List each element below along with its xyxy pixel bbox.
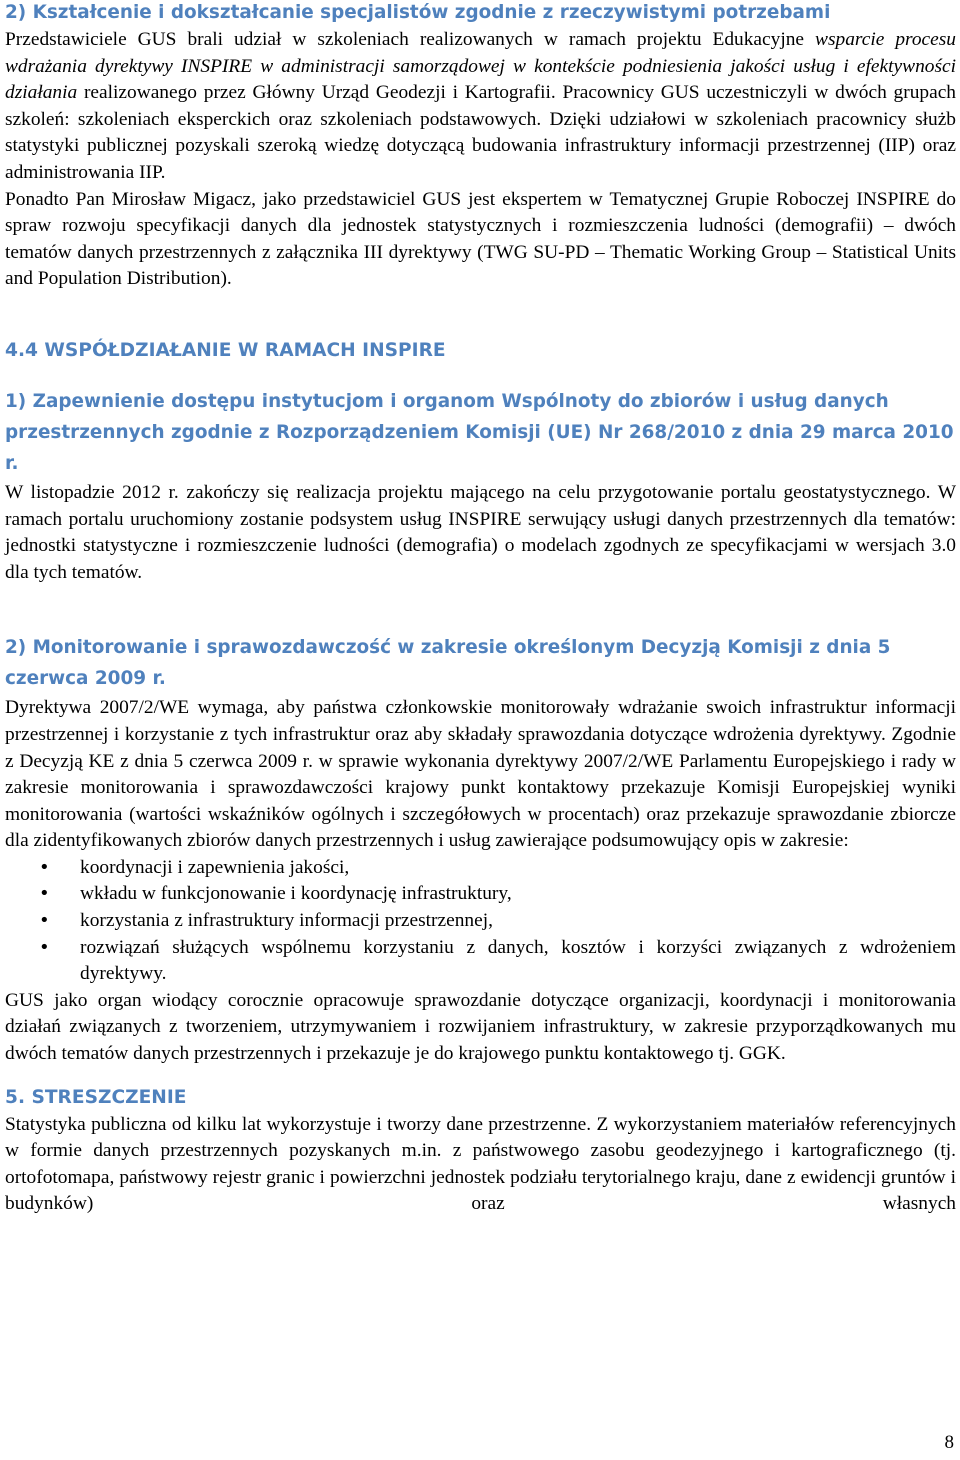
project-name-italic: wsparcie procesu wdrażania dyrektywy INSPIRE w administracji samorządowej w kontekście podniesienia jakości usług i efektywności działania [5, 29, 956, 104]
section-heading-summary: 5. STRESZCZENIE [5, 1086, 187, 1108]
subsection-heading-monitoring: 2) Monitorowanie i sprawozdawczość w zakresie określonym Decyzją Komisji z dnia 5 czerwca 2009 r. [5, 637, 891, 690]
list-item-text: • koordynacji i zapewnienia jakości, [80, 856, 350, 878]
list-item [5, 855, 956, 882]
paragraph-training-start: Przedstawiciele GUS brali udział w szkoleniach realizowanych w ramach projektu Edukacyjne [5, 29, 816, 50]
paragraph-expert: Ponadto Pan Mirosław Migacz, jako przedstawiciel GUS jest ekspertem w Tematycznej Grupie Roboczej INSPIRE do spraw rozwoju specyfikacji danych dla jednostek statystycznych i rozmieszczenia ludności (demografii) – dwóch tematów danych przestrzennych z załącznika III dyrektywy (TWG SU-PD – Thematic Working Group – Statistical Units and Population Distribution). [5, 188, 956, 290]
list-item [5, 908, 956, 935]
paragraph-summary: Statystyka publiczna od kilku lat wykorzystuje i tworzy dane przestrzenne. Z wykorzystaniem materiałów referencyjnych w formie danych przestrzennych pozyskanych m.in. z państwowego zasobu geodezyjnego i kartograficznego (tj. ortofotomapa, państwowy rejestr granic i powierzchni jednostek podziału terytorialnego kraju, dane z ewidencji gruntów i budynków) oraz własnych [5, 1113, 956, 1215]
monitoring-scope-list [5, 855, 956, 988]
paragraph-directive: Dyrektywa 2007/2/WE wymaga, aby państwa członkowskie monitorowały wdrażanie swoich infrastruktur informacji przestrzennej i korzystanie z tych infrastruktur oraz aby składały sprawozdania dotyczące wdrożenia dyrektywy. Zgodnie z Decyzją KE z dnia 5 czerwca 2009 r. w sprawie wykonania dyrektywy 2007/2/WE Parlamentu Europejskiego i rady w zakresie monitorowania i sprawozdawczości krajowy punkt kontaktowy przekazuje Komisji Europejskiej wyniki monitorowania (wartości wskaźników ogólnych i szczegółowych w procentach) oraz przekazuje sprawozdanie zbiorcze dla zidentyfikowanych zbiorów danych przestrzennych i usług zawierające podsumowujący opis w zakresie: [5, 697, 956, 852]
list-item [5, 935, 956, 988]
paragraph-training [5, 27, 956, 187]
paragraph-portal: W listopadzie 2012 r. zakończy się realizacja projektu mającego na celu przygotowanie portalu geostatystycznego. W ramach portalu uruchomiony zostanie podsystem usług INSPIRE serwujący usługi danych przestrzennych dla tematów: jednostki statystyczne i rozmieszczenie ludności (demografia) o modelach zgodnych ze specyfikacjami w wersjach 3.0 dla tych tematów. [5, 481, 956, 583]
subsection-heading-access: 1) Zapewnienie dostępu instytucjom i organom Wspólnoty do zbiorów i usług danych przestrzennych zgodnie z Rozporządzeniem Komisji (UE) Nr 268/2010 z dnia 29 marca 2010 r. [5, 390, 954, 474]
page-number: 8 [944, 1432, 954, 1453]
list-item-text: • korzystania z infrastruktury informacji przestrzennej, [80, 910, 493, 932]
document-page [5, 0, 956, 1218]
list-item [5, 881, 956, 908]
paragraph-training-end: realizowanego przez Główny Urząd Geodezji i Kartografii. Pracownicy GUS uczestniczyli w dwóch grupach szkoleń: szkoleniach eksperckich oraz szkoleniach podstawowych. Dzięki udziałowi w szkoleniach pracownicy służb statystyki publicznej pozyskali szeroką wiedzę dotyczącą budowania infrastruktury informacji przestrzennej (IIP) oraz administrowania IIP. [5, 82, 956, 183]
section-heading-inspire-cooperation: 4.4 WSPÓŁDZIAŁANIE W RAMACH INSPIRE [5, 339, 446, 361]
list-item-text: • wkładu w funkcjonowanie i koordynację infrastruktury, [80, 883, 512, 905]
section-heading-training: 2) Kształcenie i dokształcanie specjalistów zgodnie z rzeczywistymi potrzebami [5, 2, 831, 23]
list-item-text: • rozwiązań służących wspólnemu korzystaniu z danych, kosztów i korzyści związanych z wdrożeniem dyrektywy. [80, 936, 956, 985]
paragraph-gus-report: GUS jako organ wiodący corocznie opracowuje sprawozdanie dotyczące organizacji, koordynacji i monitorowania działań związanych z tworzeniem, utrzymywaniem i rozwijaniem infrastruktury, w zakresie przyporządkowanych mu dwóch tematów danych przestrzennych i przekazuje je do krajowego punktu kontaktowego tj. GGK. [5, 989, 956, 1065]
